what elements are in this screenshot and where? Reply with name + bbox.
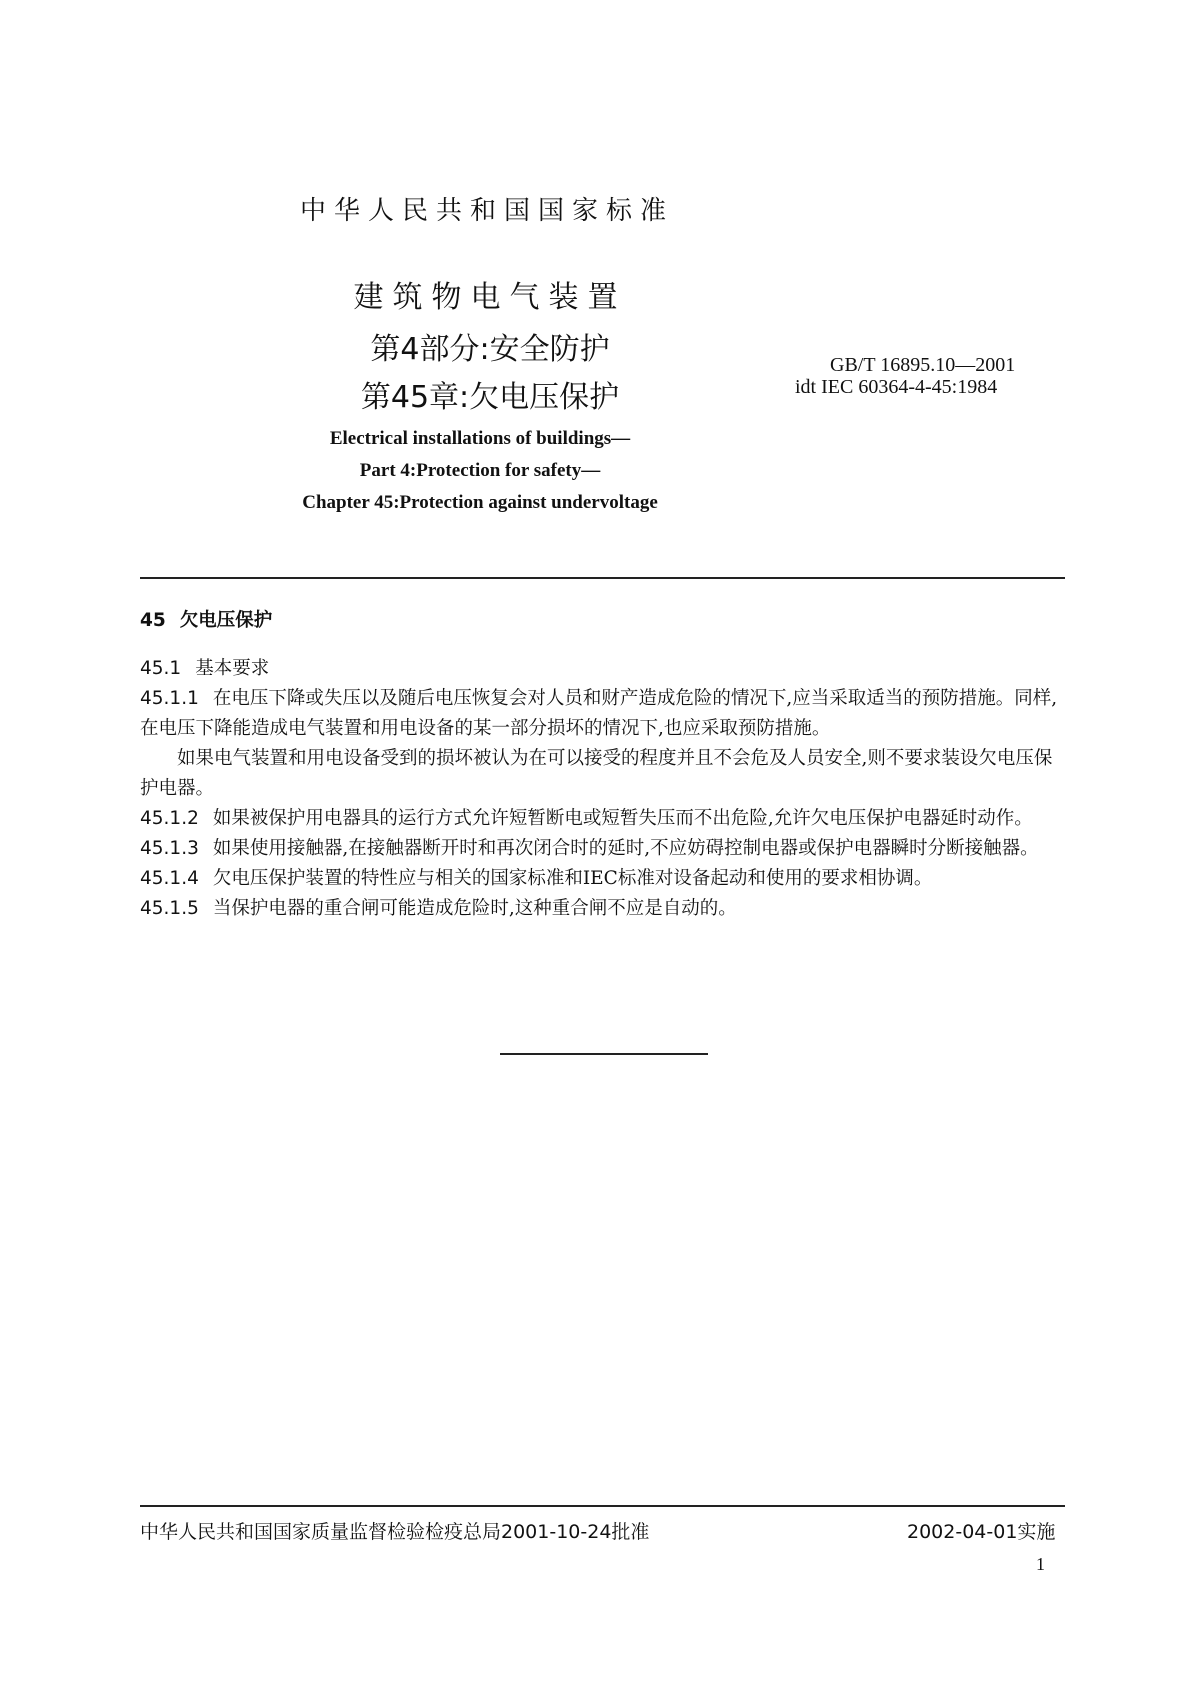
clause-text: 当保护电器的重合闸可能造成危险时,这种重合闸不应是自动的。 — [212, 898, 737, 919]
title-zh-line-1: 建筑物电气装置 — [353, 280, 627, 315]
clause-number: 45.1.5 — [140, 898, 199, 919]
clause-number: 45.1.3 — [140, 838, 199, 859]
end-of-text-rule — [500, 1053, 708, 1055]
clause-text: 如果被保护用电器具的运行方式允许短暂断电或短暂失压而不出危险,允许欠电压保护电器延时动作。 — [212, 808, 1033, 829]
clause-text: 欠电压保护装置的特性应与相关的国家标准和IEC标准对设备起动和使用的要求相协调。 — [212, 868, 933, 889]
footer-divider — [140, 1505, 1065, 1507]
title-en-line-1: Electrical installations of buildings— — [329, 428, 631, 449]
section-title: 欠电压保护 — [179, 610, 273, 631]
clause-45-1-1-paragraph-2 — [140, 744, 1065, 804]
clause-45-1 — [140, 654, 1065, 684]
clause-list — [140, 654, 1065, 924]
clause-number: 45.1.4 — [140, 868, 199, 889]
clause-45-1-4 — [140, 864, 1065, 894]
approval-statement: 中华人民共和国国家质量监督检验检疫总局2001-10-24批准 — [140, 1521, 650, 1543]
section-number: 45 — [140, 610, 166, 631]
section-heading — [140, 606, 1065, 636]
title-zh-line-2: 第4部分:安全防护 — [370, 332, 610, 367]
clause-45-1-5 — [140, 894, 1065, 924]
clause-45-1-2 — [140, 804, 1065, 834]
iec-equivalence-code: idt IEC 60364-4-45:1984 — [795, 376, 998, 398]
clause-text: 如果电气装置和用电设备受到的损坏被认为在可以接受的程度并且不会危及人员安全,则不要求装设欠电压保护电器。 — [140, 748, 1053, 799]
title-zh-line-3: 第45章:欠电压保护 — [360, 380, 620, 415]
title-en-line-3: Chapter 45:Protection against undervoltage — [302, 492, 658, 513]
clause-number: 45.1.1 — [140, 688, 199, 709]
clause-number: 45.1.2 — [140, 808, 199, 829]
standard-code: GB/T 16895.10—2001 — [830, 354, 1016, 376]
page-number: 1 — [1036, 1554, 1045, 1574]
clause-45-1-1 — [140, 684, 1065, 744]
title-en-line-2: Part 4:Protection for safety— — [359, 460, 601, 481]
header-divider — [140, 577, 1065, 579]
effective-date: 2002-04-01实施 — [907, 1521, 1056, 1543]
standard-type-heading: 中华人民共和国国家标准 — [300, 196, 675, 226]
clause-number: 45.1 — [140, 658, 182, 679]
clause-text: 如果使用接触器,在接触器断开时和再次闭合时的延时,不应妨碍控制电器或保护电器瞬时分断接触器。 — [212, 838, 1039, 859]
clause-45-1-3 — [140, 834, 1065, 864]
clause-text: 在电压下降或失压以及随后电压恢复会对人员和财产造成危险的情况下,应当采取适当的预防措施。同样,在电压下降能造成电气装置和用电设备的某一部分损坏的情况下,也应采取预防措施。 — [140, 688, 1058, 739]
clause-text: 基本要求 — [195, 658, 270, 679]
